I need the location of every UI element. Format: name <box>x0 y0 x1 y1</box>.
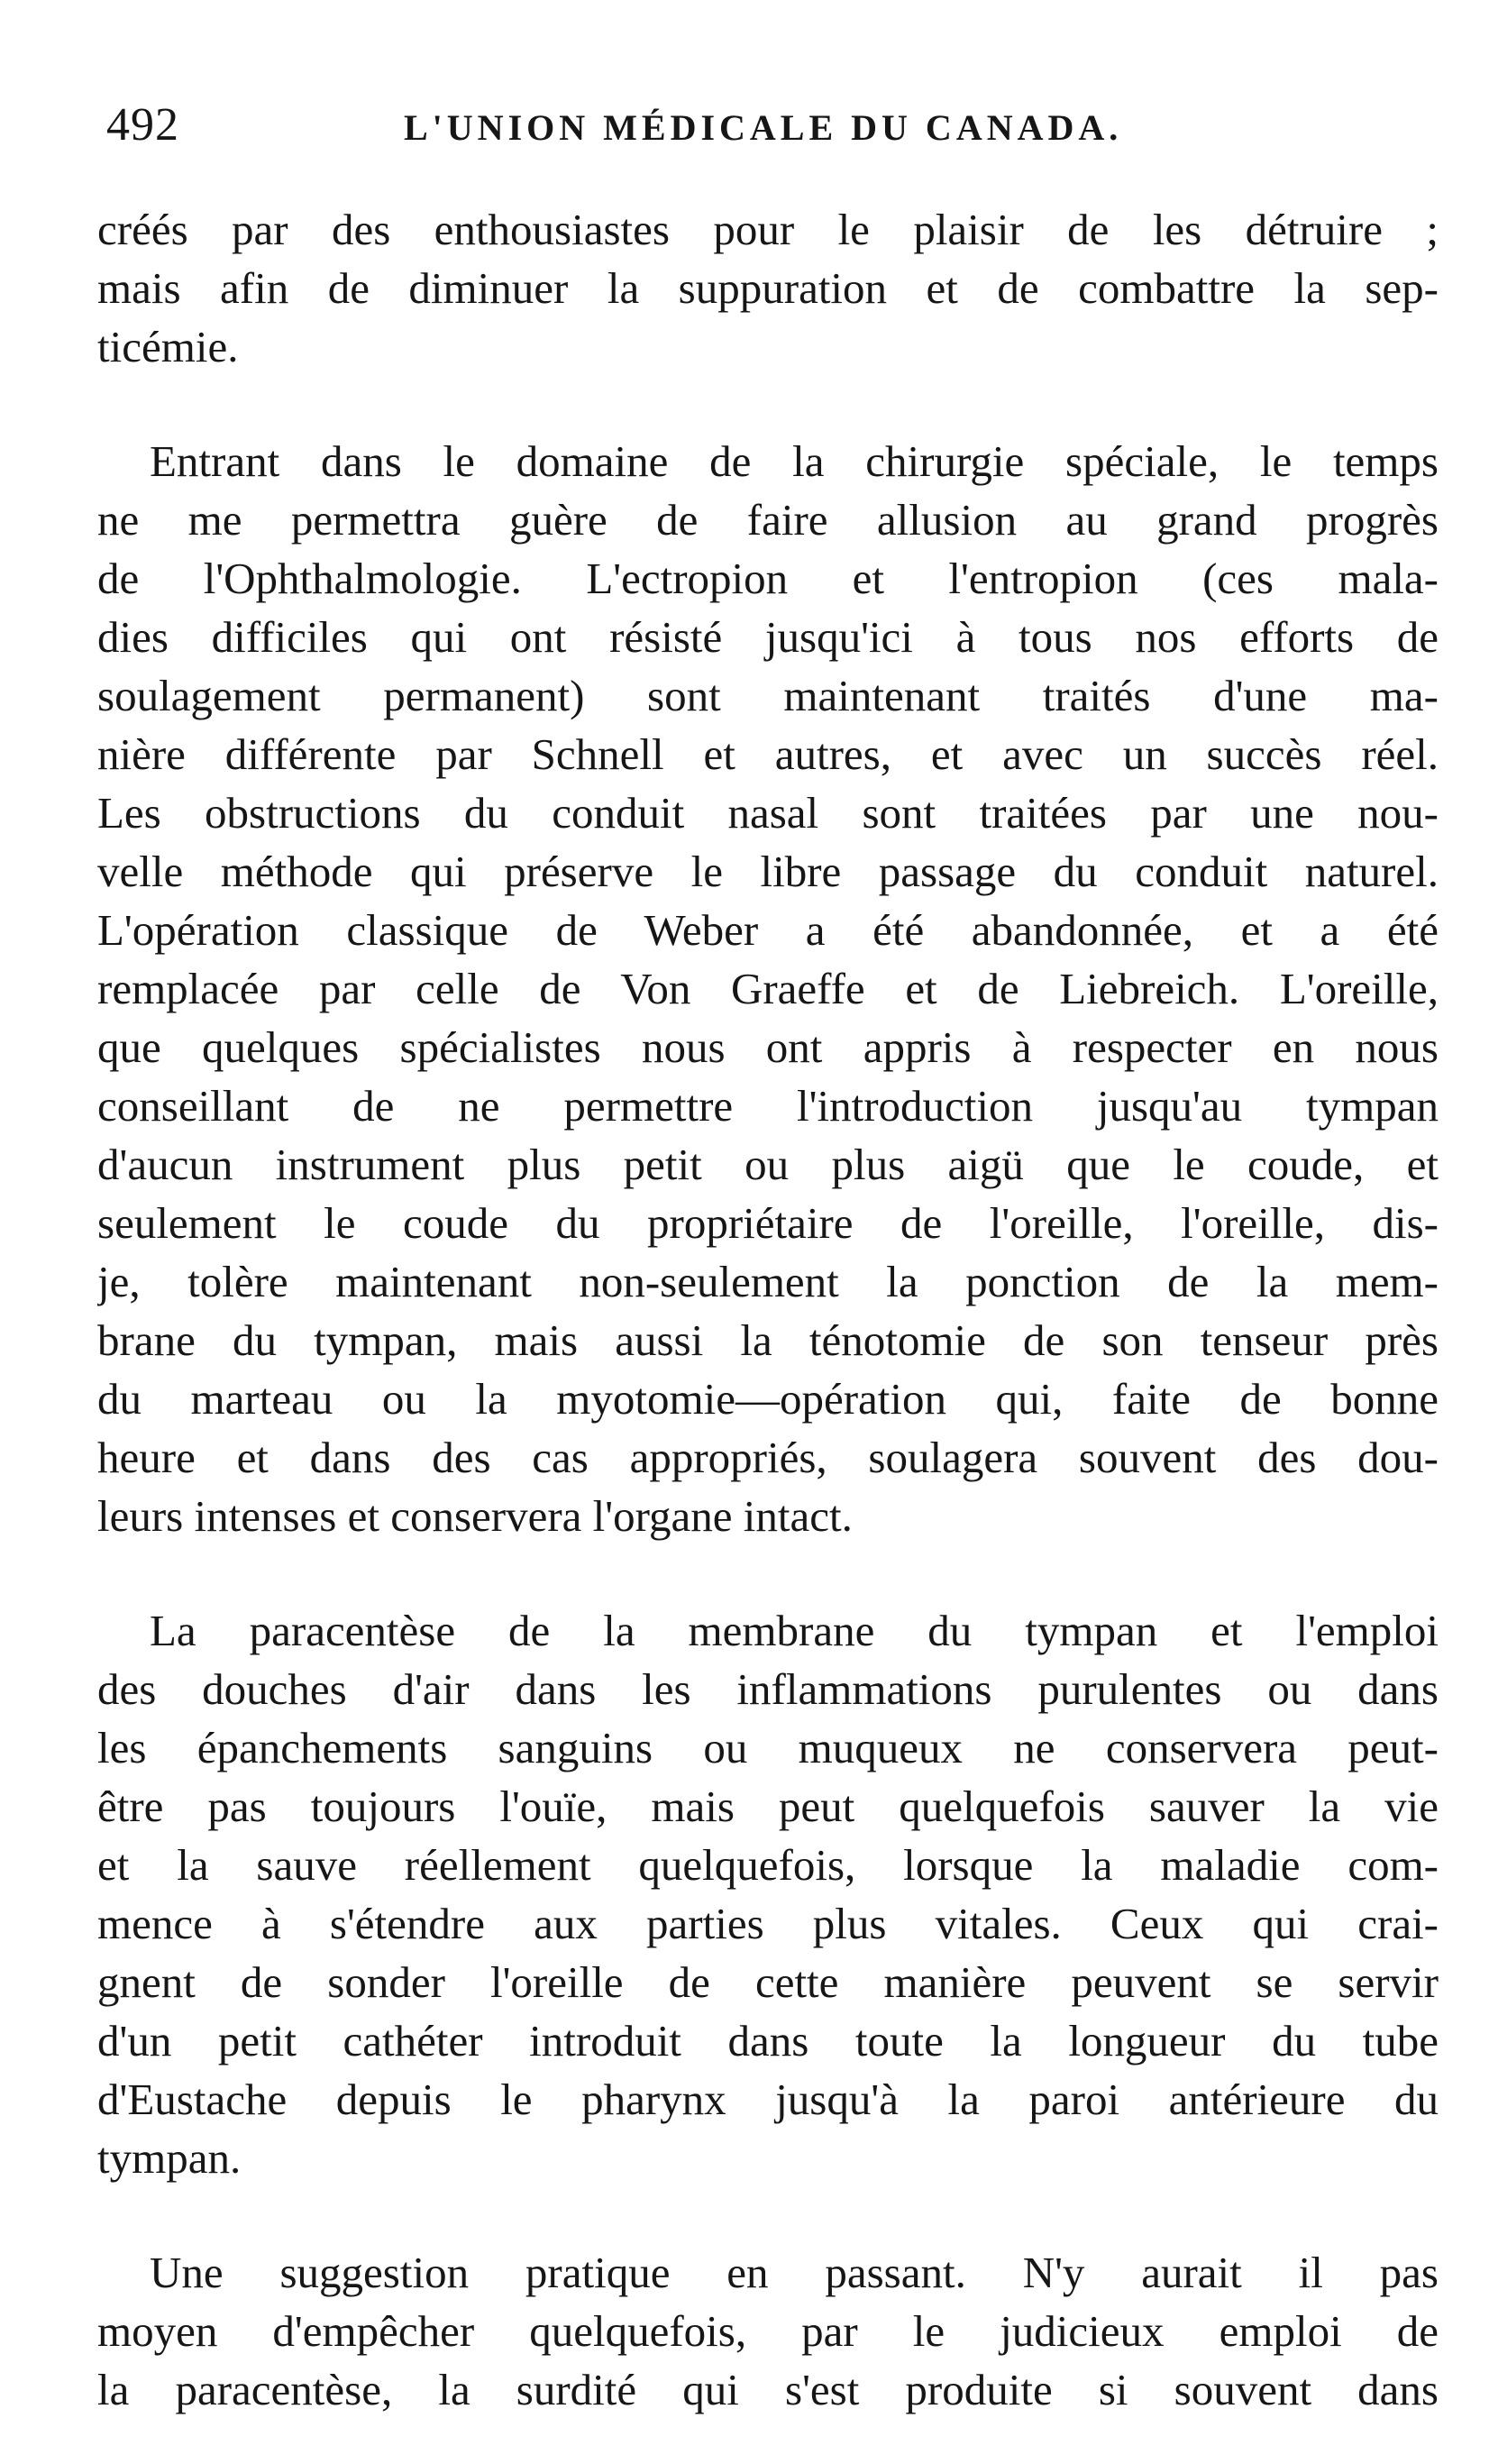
text-line: ticémie. <box>97 322 239 371</box>
text-line: mence à s'étendre aux parties plus vitales. Ceux qui crai- <box>97 1899 1439 1948</box>
body-text <box>97 200 1439 2419</box>
text-line: et la sauve réellement quelquefois, lorsque la maladie com- <box>97 1840 1439 1890</box>
paragraph-gap <box>97 2187 1439 2243</box>
text-line: gnent de sonder l'oreille de cette manière peuvent se servir <box>97 1957 1439 2007</box>
text-line: moyen d'empêcher quelquefois, par le judicieux emploi de <box>97 2306 1439 2356</box>
text-line: Une suggestion pratique en passant. N'y aurait il pas <box>150 2248 1439 2297</box>
text-line: conseillant de ne permettre l'introduction jusqu'au tympan <box>97 1081 1439 1131</box>
journal-title: L'UNION MÉDICALE DU CANADA. <box>404 107 1123 148</box>
running-head <box>106 94 1431 157</box>
text-line: des douches d'air dans les inflammations purulentes ou dans <box>97 1664 1439 1714</box>
text-line: heure et dans des cas appropriés, soulagera souvent des dou- <box>97 1433 1439 1482</box>
text-line: d'aucun instrument plus petit ou plus aigü que le coude, et <box>97 1140 1439 1189</box>
text-line: que quelques spécialistes nous ont appris à respecter en nous <box>97 1022 1439 1072</box>
paragraph-gap <box>97 1545 1439 1601</box>
text-line: créés par des enthousiastes pour le plaisir de les détruire ; <box>97 205 1439 254</box>
paragraph-4 <box>97 2243 1439 2419</box>
text-line: être pas toujours l'ouïe, mais peut quelquefois sauver la vie <box>97 1782 1439 1831</box>
text-line: L'opération classique de Weber a été abandonnée, et a été <box>97 905 1439 955</box>
text-line: tympan. <box>97 2133 242 2183</box>
text-line: les épanchements sanguins ou muqueux ne conservera peut- <box>97 1723 1439 1772</box>
text-line: la paracentèse, la surdité qui s'est produite si souvent dans <box>97 2365 1439 2414</box>
text-line: brane du tympan, mais aussi la ténotomie de son tenseur près <box>97 1315 1439 1365</box>
page-number: 492 <box>106 99 179 151</box>
text-line: de l'Ophthalmologie. L'ectropion et l'entropion (ces mala- <box>97 554 1439 603</box>
text-line: mais afin de diminuer la suppuration et de combattre la sep- <box>97 263 1439 313</box>
text-line: soulagement permanent) sont maintenant traités d'une ma- <box>97 671 1439 720</box>
text-line: nière différente par Schnell et autres, et avec un succès réel. <box>97 729 1439 779</box>
text-line: velle méthode qui préserve le libre passage du conduit naturel. <box>97 847 1439 896</box>
text-line: dies difficiles qui ont résisté jusqu'ici à tous nos efforts de <box>97 612 1439 662</box>
text-line: d'Eustache depuis le pharynx jusqu'à la paroi antérieure du <box>97 2075 1439 2124</box>
paragraph-gap <box>97 376 1439 432</box>
text-line: leurs intenses et conservera l'organe intact. <box>97 1491 853 1541</box>
text-line: seulement le coude du propriétaire de l'oreille, l'oreille, dis- <box>97 1198 1439 1248</box>
text-line: Les obstructions du conduit nasal sont traitées par une nou- <box>97 788 1439 838</box>
text-line: remplacée par celle de Von Graeffe et de Liebreich. L'oreille, <box>97 964 1439 1013</box>
text-line: je, tolère maintenant non-seulement la ponction de la mem- <box>97 1257 1439 1306</box>
paragraph-2 <box>97 432 1439 1545</box>
text-line: La paracentèse de la membrane du tympan et l'emploi <box>150 1606 1439 1655</box>
text-line: ne me permettra guère de faire allusion au grand progrès <box>97 495 1439 545</box>
paragraph-1 <box>97 200 1439 376</box>
text-line: du marteau ou la myotomie—opération qui, faite de bonne <box>97 1374 1439 1424</box>
paragraph-3 <box>97 1601 1439 2187</box>
text-line: Entrant dans le domaine de la chirurgie spéciale, le temps <box>150 436 1439 486</box>
text-line: d'un petit cathéter introduit dans toute la longueur du tube <box>97 2016 1439 2066</box>
